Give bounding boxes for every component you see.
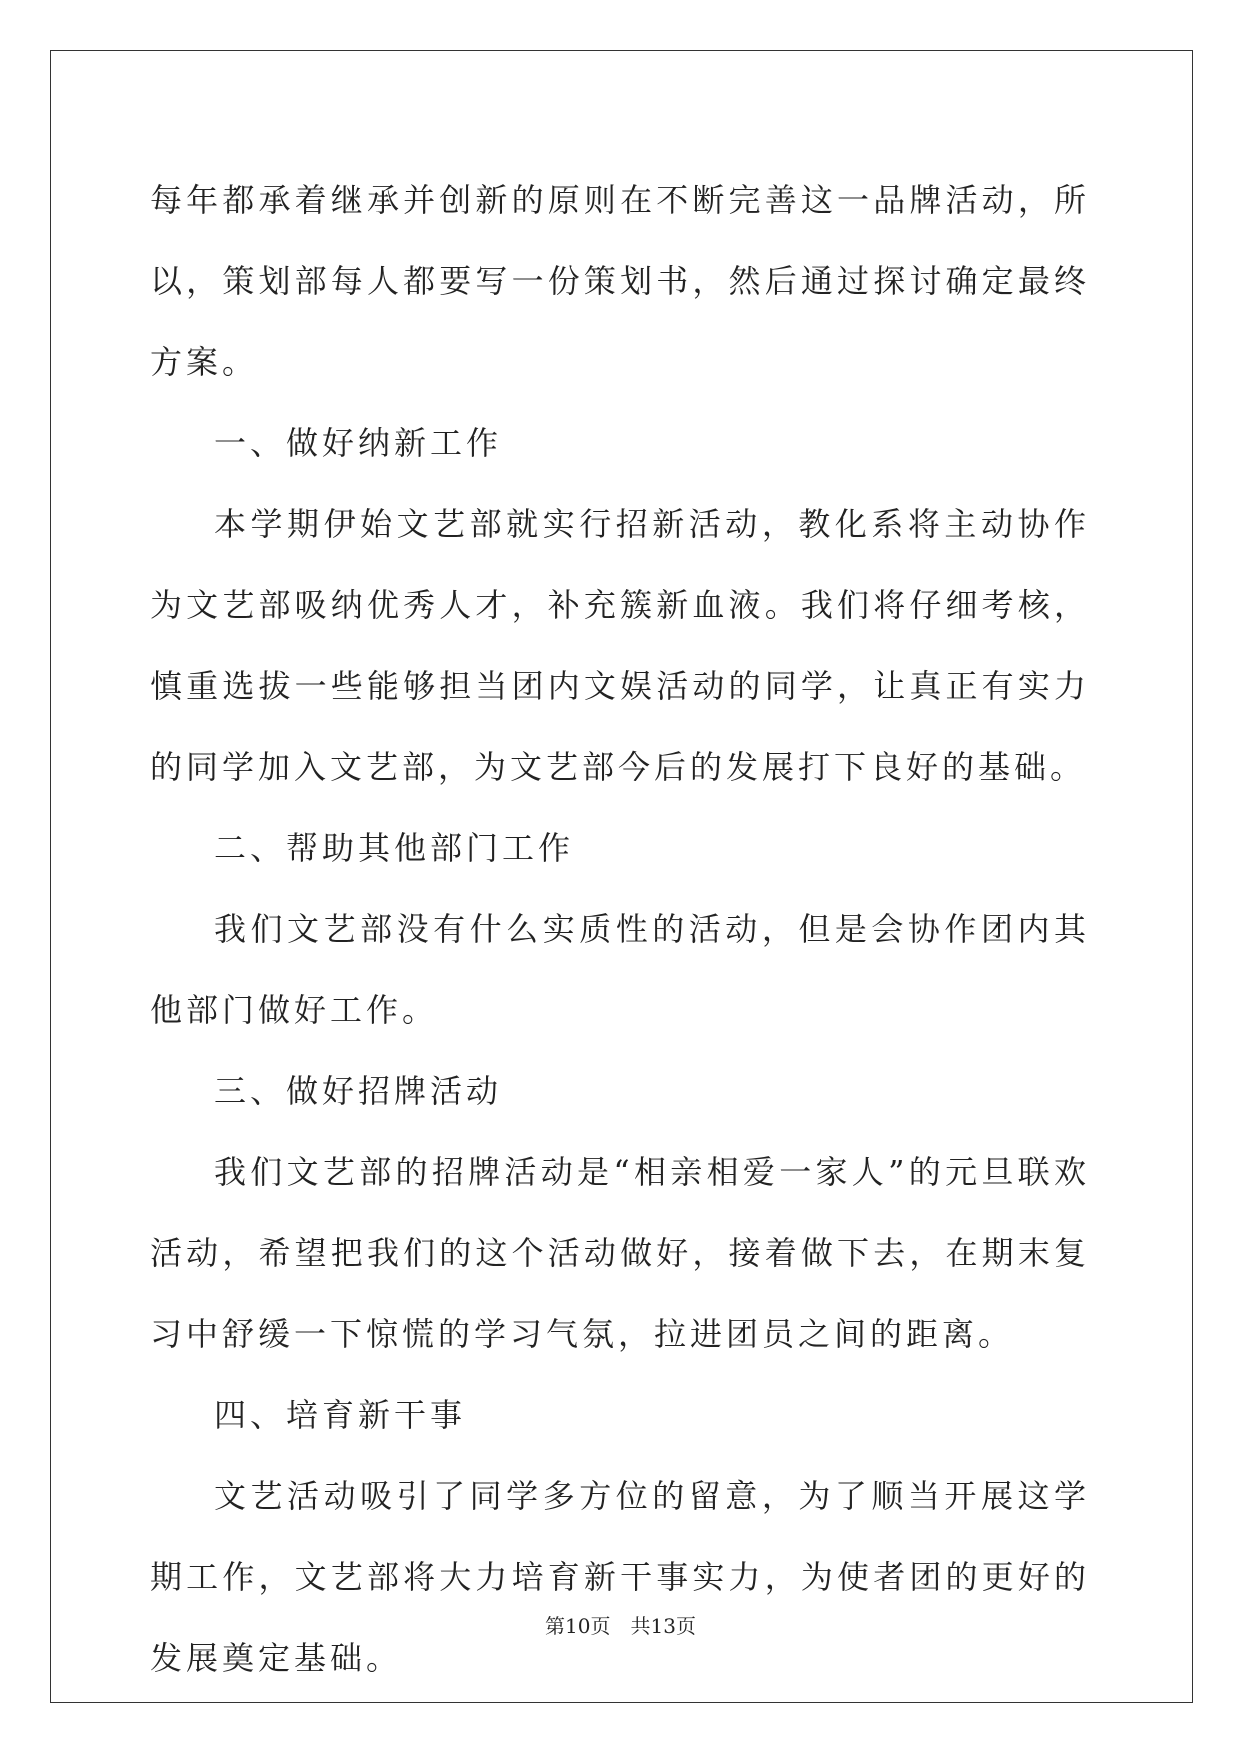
paragraph-1: 每年都承着继承并创新的原则在不断完善这一品牌活动，所以，策划部每人都要写一份策划书，然后通过探讨确定最终方案。 <box>150 181 1090 381</box>
paragraph-3: 我们文艺部没有什么实质性的活动，但是会协作团内其他部门做好工作。 <box>150 910 1090 1029</box>
paragraph-2: 本学期伊始文艺部就实行招新活动，教化系将主动协作为文艺部吸纳优秀人才，补充簇新血液。我们将仔细考核，慎重选拔一些能够担当团内文娱活动的同学，让真正有实力的同学加入文艺部，为文艺部今后的发展打下良好的基础。 <box>150 505 1090 786</box>
document-body <box>150 160 1090 1699</box>
heading-4: 四、培育新干事 <box>214 1396 467 1434</box>
heading-2: 二、帮助其他部门工作 <box>214 829 575 867</box>
heading-3: 三、做好招牌活动 <box>214 1072 503 1110</box>
heading-1: 一、做好纳新工作 <box>214 424 503 462</box>
page-number-footer: 第10页 共13页 <box>545 1614 696 1638</box>
paragraph-4: 我们文艺部的招牌活动是“相亲相爱一家人”的元旦联欢活动，希望把我们的这个活动做好，接着做下去，在期末复习中舒缓一下惊慌的学习气氛，拉进团员之间的距离。 <box>150 1153 1090 1353</box>
paragraph-5: 文艺活动吸引了同学多方位的留意，为了顺当开展这学期工作，文艺部将大力培育新干事实力，为使者团的更好的发展奠定基础。 <box>150 1477 1090 1677</box>
